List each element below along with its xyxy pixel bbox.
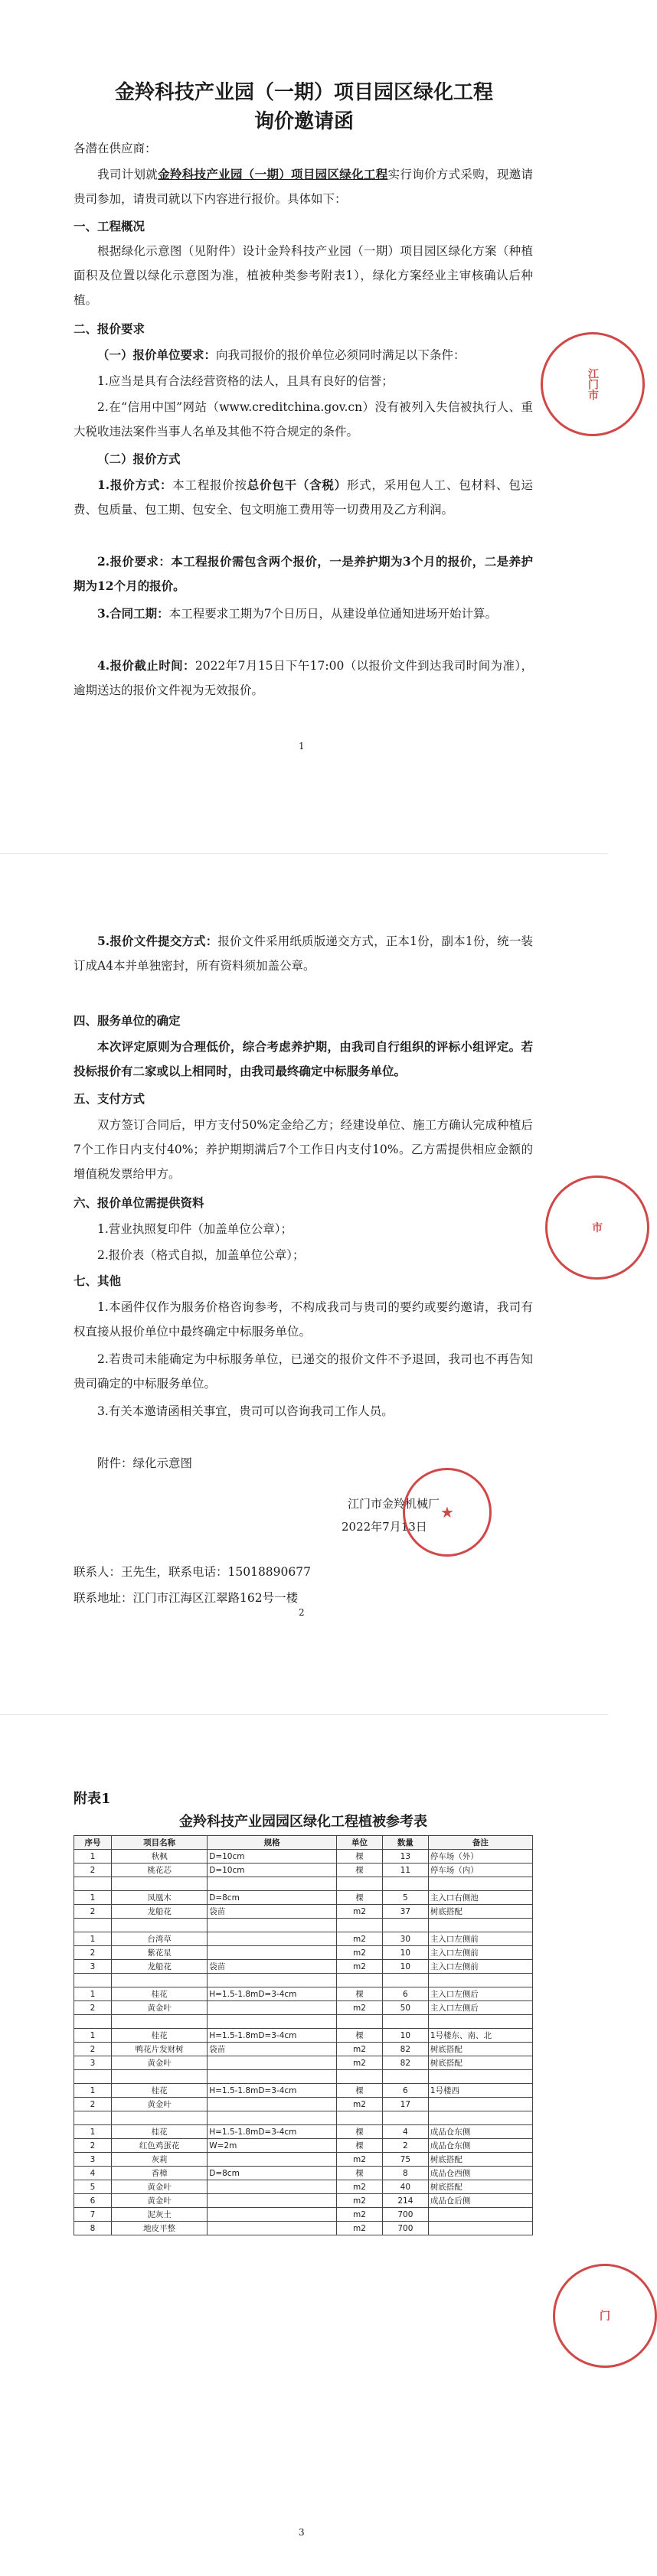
table-cell: 1号楼西 [428,2084,532,2098]
quote-requirement-item [74,549,533,598]
table-cell: 214 [382,2194,428,2208]
table-cell: H=1.5-1.8mD=3-4cm [208,1987,337,2001]
other-item-3: 3.有关本邀请函相关事宜，贵司可以咨询我司工作人员。 [97,1404,394,1418]
requirement-item-2: 2.在“信用中国”网站（www.creditchina.gov.cn）没有被列入失信被执行人、重大税收违法案件当事人名单及其他不符合规定的条件。 [74,400,533,439]
table-row [74,2084,533,2098]
table-cell: 紫花星 [112,1946,208,1960]
table-cell [337,2111,383,2125]
table-row [74,1864,533,1877]
table-cell: 2 [74,1864,112,1877]
company-seal-stamp [403,1468,492,1557]
table-row [74,2056,533,2070]
table-spacer-row [74,1919,533,1932]
table-cell: 6 [382,1987,428,2001]
table-cell: 主入口左侧前 [428,1960,532,1974]
table-cell: D=8cm [208,2167,337,2180]
table-cell: H=1.5-1.8mD=3-4cm [208,2029,337,2043]
table-cell: 凤凰木 [112,1891,208,1905]
table-cell: 桂花 [112,2029,208,2043]
item-1-text-b: 形式，采用包人工、包材料、包运费、包质量、包工期、包安全、包文明施工费用等一切费用及乙方利润。 [74,478,533,517]
red-seal-stamp-edge [545,1176,649,1280]
intro-paragraph [74,162,533,211]
plant-reference-table [74,1835,533,2235]
table-cell: 7 [74,2208,112,2222]
table-cell: 主入口左侧后 [428,1987,532,2001]
table-cell: 3 [74,2153,112,2167]
table-cell [208,2194,337,2208]
table-cell [74,2111,112,2125]
table-cell: 2 [74,1946,112,1960]
table-cell [208,2015,337,2029]
table-cell: 6 [74,2194,112,2208]
table-cell: 树底搭配 [428,1905,532,1919]
table-row [74,1960,533,1974]
table-cell [112,1877,208,1891]
table-cell: 2 [382,2139,428,2153]
section-6-heading: 六、报价单位需提供资料 [74,1195,204,1210]
table-cell: 4 [74,2167,112,2180]
table-cell [112,2015,208,2029]
table-cell: 红色鸡蛋花 [112,2139,208,2153]
table-cell: 棵 [337,1864,383,1877]
document-item-1: 1.营业执照复印件（加盖单位公章）； [97,1222,293,1236]
table-cell: 袋苗 [208,2043,337,2056]
col-header: 序号 [74,1836,112,1850]
section-2-1-paragraph [74,343,533,367]
table-row [74,2208,533,2222]
table-cell: 1 [74,1932,112,1946]
table-cell: m2 [337,2194,383,2208]
item-3-label: 3.合同工期： [97,606,169,621]
col-header: 单位 [337,1836,383,1850]
stamp-text: 江门市 [587,368,599,400]
table-cell [428,2222,532,2235]
table-cell: m2 [337,2153,383,2167]
item-5-text: 报价文件采用纸质版递交方式，正本1份，副本1份，统一装订成A4本并单独密封，所有资料须加盖公章。 [74,934,533,973]
col-header: 规格 [208,1836,337,1850]
table-cell: 1 [74,2125,112,2139]
table-cell: 30 [382,1932,428,1946]
page-number-1: 1 [299,741,305,752]
table-cell [74,2015,112,2029]
section-1-heading: 一、工程概况 [74,219,145,233]
table-cell: H=1.5-1.8mD=3-4cm [208,2125,337,2139]
other-item-1: 1.本函件仅作为服务价格咨询参考，不构成我司与贵司的要约或要约邀请，我司有权直接从报价单位中最终确定中标服务单位。 [74,1300,533,1339]
table-cell: 鸭花片发财树 [112,2043,208,2056]
table-cell: m2 [337,2208,383,2222]
section-2-1-text: 向我司报价的报价单位必须同时满足以下条件： [216,348,466,362]
table-cell [208,1946,337,1960]
table-cell: D=10cm [208,1850,337,1864]
table-cell [112,2070,208,2084]
table-row [74,1946,533,1960]
table-cell: 700 [382,2222,428,2235]
table-cell [208,2070,337,2084]
intro-text-b: 实行询价方式采购，现邀请贵司参加，请贵司就以下内容进行报价。具体如下： [74,168,533,206]
table-cell: 桃花芯 [112,1864,208,1877]
table-row [74,2001,533,2015]
table-cell: 香樟 [112,2167,208,2180]
page-number-3: 3 [299,2527,305,2538]
table-cell: 棵 [337,1987,383,2001]
table-cell: 棵 [337,1891,383,1905]
table-row [74,1905,533,1919]
table-cell: 龙船花 [112,1905,208,1919]
table-cell: 棵 [337,2167,383,2180]
item-1-bold: 总价包干（含税） [247,478,347,492]
table-cell [428,2015,532,2029]
table-cell: 桂花 [112,2084,208,2098]
section-4-heading: 四、服务单位的确定 [74,1013,181,1028]
table-cell: 1 [74,2029,112,2043]
document-title [61,78,547,136]
table-cell: 6 [382,2084,428,2098]
table-cell [428,2208,532,2222]
table-cell [382,1974,428,1987]
table-cell: 棵 [337,2139,383,2153]
table-row [74,2180,533,2194]
table-cell [208,1919,337,1932]
table-cell [112,1919,208,1932]
table-spacer-row [74,2015,533,2029]
table-cell [337,2070,383,2084]
table-cell: m2 [337,2056,383,2070]
table-cell: 8 [74,2222,112,2235]
table-cell: 1 [74,1891,112,1905]
table-cell: 1 [74,1850,112,1864]
page-number-2: 2 [299,1607,305,1618]
table-cell [382,2015,428,2029]
table-cell: 黄金叶 [112,2180,208,2194]
table-cell: W=2m [208,2139,337,2153]
document-item-2: 2.报价表（格式自拟，加盖单位公章）； [97,1248,305,1262]
table-row [74,2139,533,2153]
item-5-label: 5.报价文件提交方式： [97,934,218,948]
table-cell: 棵 [337,2125,383,2139]
table-cell: 4 [382,2125,428,2139]
table-cell: m2 [337,1905,383,1919]
item-1-text-a: 本工程报价按 [172,478,247,492]
table-cell: 树底搭配 [428,2056,532,2070]
table-cell: 台湾草 [112,1932,208,1946]
table-cell [208,1974,337,1987]
table-cell [74,1919,112,1932]
table-cell: 停车场（内） [428,1864,532,1877]
table-cell: 成品仓东侧 [428,2139,532,2153]
table-cell [208,2208,337,2222]
sign-date: 2022年7月13日 [342,1520,427,1534]
title-line-1: 金羚科技产业园（一期）项目园区绿化工程 [114,81,493,104]
table-cell: 停车场（外） [428,1850,532,1864]
section-5-heading: 五、支付方式 [74,1091,145,1106]
annex-label: 附表1 [74,1791,111,1807]
table-cell: 棵 [337,2084,383,2098]
section-2-2-heading: （二）报价方式 [97,452,181,466]
table-cell: 黄金叶 [112,2001,208,2015]
table-spacer-row [74,2070,533,2084]
table-cell: 成品仓西侧 [428,2167,532,2180]
table-row [74,2043,533,2056]
item-4-label: 4.报价截止时间： [97,658,195,673]
item-2-text: 本工程报价需包含两个报价，一是养护期为3个月的报价，二是养护期为12个月的报价。 [74,554,533,593]
table-cell: 成品仓后侧 [428,2194,532,2208]
table-cell [428,2070,532,2084]
table-row [74,2153,533,2167]
table-cell: 灰莉 [112,2153,208,2167]
submission-item [74,929,533,978]
table-cell [337,1877,383,1891]
section-5-text: 双方签订合同后，甲方支付50%定金给乙方；经建设单位、施工方确认完成种植后7个工作日内支付40%；养护期期满后7个工作日内支付10%。乙方需提供相应金额的增值税发票给甲方。 [74,1118,533,1181]
col-header: 项目名称 [112,1836,208,1850]
item-4-text: 2022年7月15日下午17:00（以报价文件到达我司时间为准），逾期送达的报价文件视为无效报价。 [74,659,534,697]
stamp-text-2: 市 [592,1222,603,1234]
table-row [74,2194,533,2208]
table-spacer-row [74,1877,533,1891]
table-cell [382,2070,428,2084]
section-1-text: 根据绿化示意图（见附件）设计金羚科技产业园（一期）项目园区绿化方案（种植面积及位置以绿化示意图为准，植被种类参考附表1），绿化方案经业主审核确认后种植。 [74,244,533,307]
table-cell: 10 [382,1960,428,1974]
col-header: 备注 [428,1836,532,1850]
table-cell: 棵 [337,2029,383,2043]
table-cell [208,1877,337,1891]
col-header: 数量 [382,1836,428,1850]
table-cell [208,2001,337,2015]
table-cell [208,2111,337,2125]
table-row [74,2029,533,2043]
red-seal-stamp-3 [553,2264,657,2368]
table-cell: 桂花 [112,1987,208,2001]
table-cell: m2 [337,2222,383,2235]
table-row [74,1987,533,2001]
table-cell [428,1974,532,1987]
table-cell: 主入口左侧后 [428,2001,532,2015]
table-cell: m2 [337,1932,383,1946]
table-cell: 黄金叶 [112,2056,208,2070]
address-line: 联系地址：江门市江海区江翠路162号一楼 [74,1591,299,1605]
table-cell [337,1919,383,1932]
item-3-text: 本工程要求工期为7个日历日，从建设单位通知进场开始计算。 [168,607,498,621]
salutation: 各潜在供应商： [74,142,157,155]
table-cell: 主入口左侧前 [428,1946,532,1960]
other-item-2: 2.若贵司未能确定为中标服务单位，已递交的报价文件不予退回，我司也不再告知贵司确定的中标服务单位。 [74,1352,533,1391]
table-cell: 11 [382,1864,428,1877]
table-cell: 75 [382,2153,428,2167]
table-cell: 黄金叶 [112,2098,208,2111]
table-cell [74,1974,112,1987]
table-cell [208,2222,337,2235]
table-cell: 主入口左侧前 [428,1932,532,1946]
table-cell: 8 [382,2167,428,2180]
table-cell: 5 [382,1891,428,1905]
table-spacer-row [74,1974,533,1987]
table-body [74,1850,533,2235]
table-cell: 37 [382,1905,428,1919]
table-cell: 10 [382,1946,428,1960]
table-row [74,1932,533,1946]
table-cell: 主入口右侧池 [428,1891,532,1905]
table-cell: 10 [382,2029,428,2043]
table-cell: 1 [74,2084,112,2098]
table-cell: 树底搭配 [428,2043,532,2056]
table-cell: 棵 [337,1850,383,1864]
table-cell [382,2111,428,2125]
item-1-label: 1.报价方式： [97,478,173,492]
table-cell [382,1919,428,1932]
quote-method-item [74,473,533,522]
contract-period-item [74,602,533,626]
intro-text-a: 我司计划就 [97,168,159,181]
section-2-heading: 二、报价要求 [74,321,145,336]
table-cell [428,1919,532,1932]
table-cell [208,1932,337,1946]
table-spacer-row [74,2111,533,2125]
table-cell [208,2153,337,2167]
table-cell: 1 [74,1987,112,2001]
section-4-text: 本次评定原则为合理低价，综合考虑养护期，由我司自行组织的评标小组评定。若投标报价有二家或以上相同时，由我司最终确定中标服务单位。 [74,1039,533,1078]
title-line-2: 询价邀请函 [253,110,354,133]
table-cell [112,2111,208,2125]
section-7-heading: 七、其他 [74,1273,122,1288]
table-cell: 3 [74,2056,112,2070]
table-cell: 2 [74,2098,112,2111]
table-cell: 袋苗 [208,1960,337,1974]
requirement-item-1: 1.应当是具有合法经营资格的法人，且具有良好的信誉； [97,374,394,388]
signer-name: 江门市金羚机械厂 [348,1497,440,1511]
red-seal-stamp [541,332,645,436]
table-cell: 树底搭配 [428,2180,532,2194]
table-row [74,1891,533,1905]
stamp-text-3: 门 [600,2310,610,2323]
table-cell: 2 [74,2043,112,2056]
table-cell: 黄金叶 [112,2194,208,2208]
table-cell: m2 [337,2180,383,2194]
item-2-label: 2.报价要求： [97,554,172,569]
table-cell: 5 [74,2180,112,2194]
table-cell: 秋枫 [112,1850,208,1864]
table-row [74,2125,533,2139]
seal-star-icon: ★ [440,1503,454,1521]
table-cell: D=8cm [208,1891,337,1905]
intro-project-name: 金羚科技产业园（一期）项目园区绿化工程 [158,167,388,181]
table-cell: 82 [382,2043,428,2056]
table-cell [337,1974,383,1987]
table-cell: m2 [337,2098,383,2111]
table-cell: 泥灰土 [112,2208,208,2222]
table-cell: m2 [337,1960,383,1974]
table-cell: m2 [337,1946,383,1960]
table-cell [428,1877,532,1891]
table-cell [208,2180,337,2194]
page-separator-2 [0,1714,608,1715]
section-2-1-heading: （一）报价单位要求： [97,347,217,362]
table-cell [208,2098,337,2111]
table-cell [112,1974,208,1987]
table-cell: 17 [382,2098,428,2111]
table-cell: 袋苗 [208,1905,337,1919]
table-cell: 40 [382,2180,428,2194]
table-cell: m2 [337,2043,383,2056]
table-cell [208,2056,337,2070]
table-row [74,2167,533,2180]
table-cell: 2 [74,2001,112,2015]
table-title: 金羚科技产业园园区绿化工程植被参考表 [179,1814,427,1830]
table-cell: 2 [74,1905,112,1919]
contact-line: 联系人：王先生，联系电话：15018890677 [74,1565,311,1579]
table-cell [74,2070,112,2084]
table-cell: H=1.5-1.8mD=3-4cm [208,2084,337,2098]
table-cell: 1号楼东、南、北 [428,2029,532,2043]
table-cell [382,1877,428,1891]
table-cell: m2 [337,2001,383,2015]
table-cell [428,2098,532,2111]
table-cell: 成品仓东侧 [428,2125,532,2139]
table-cell: 13 [382,1850,428,1864]
table-cell: D=10cm [208,1864,337,1877]
table-cell: 地皮平整 [112,2222,208,2235]
table-cell: 82 [382,2056,428,2070]
table-cell [337,2015,383,2029]
table-cell [428,2111,532,2125]
table-cell: 2 [74,2139,112,2153]
table-cell: 桂花 [112,2125,208,2139]
table-header-row [74,1836,533,1850]
table-row [74,2098,533,2111]
deadline-item [74,654,533,703]
attachment-note: 附件：绿化示意图 [97,1456,193,1470]
page-separator [0,853,608,854]
table-row [74,1850,533,1864]
table-cell: 树底搭配 [428,2153,532,2167]
table-cell: 50 [382,2001,428,2015]
table-cell [74,1877,112,1891]
table-cell: 3 [74,1960,112,1974]
table-row [74,2222,533,2235]
table-cell: 700 [382,2208,428,2222]
table-cell: 龙船花 [112,1960,208,1974]
